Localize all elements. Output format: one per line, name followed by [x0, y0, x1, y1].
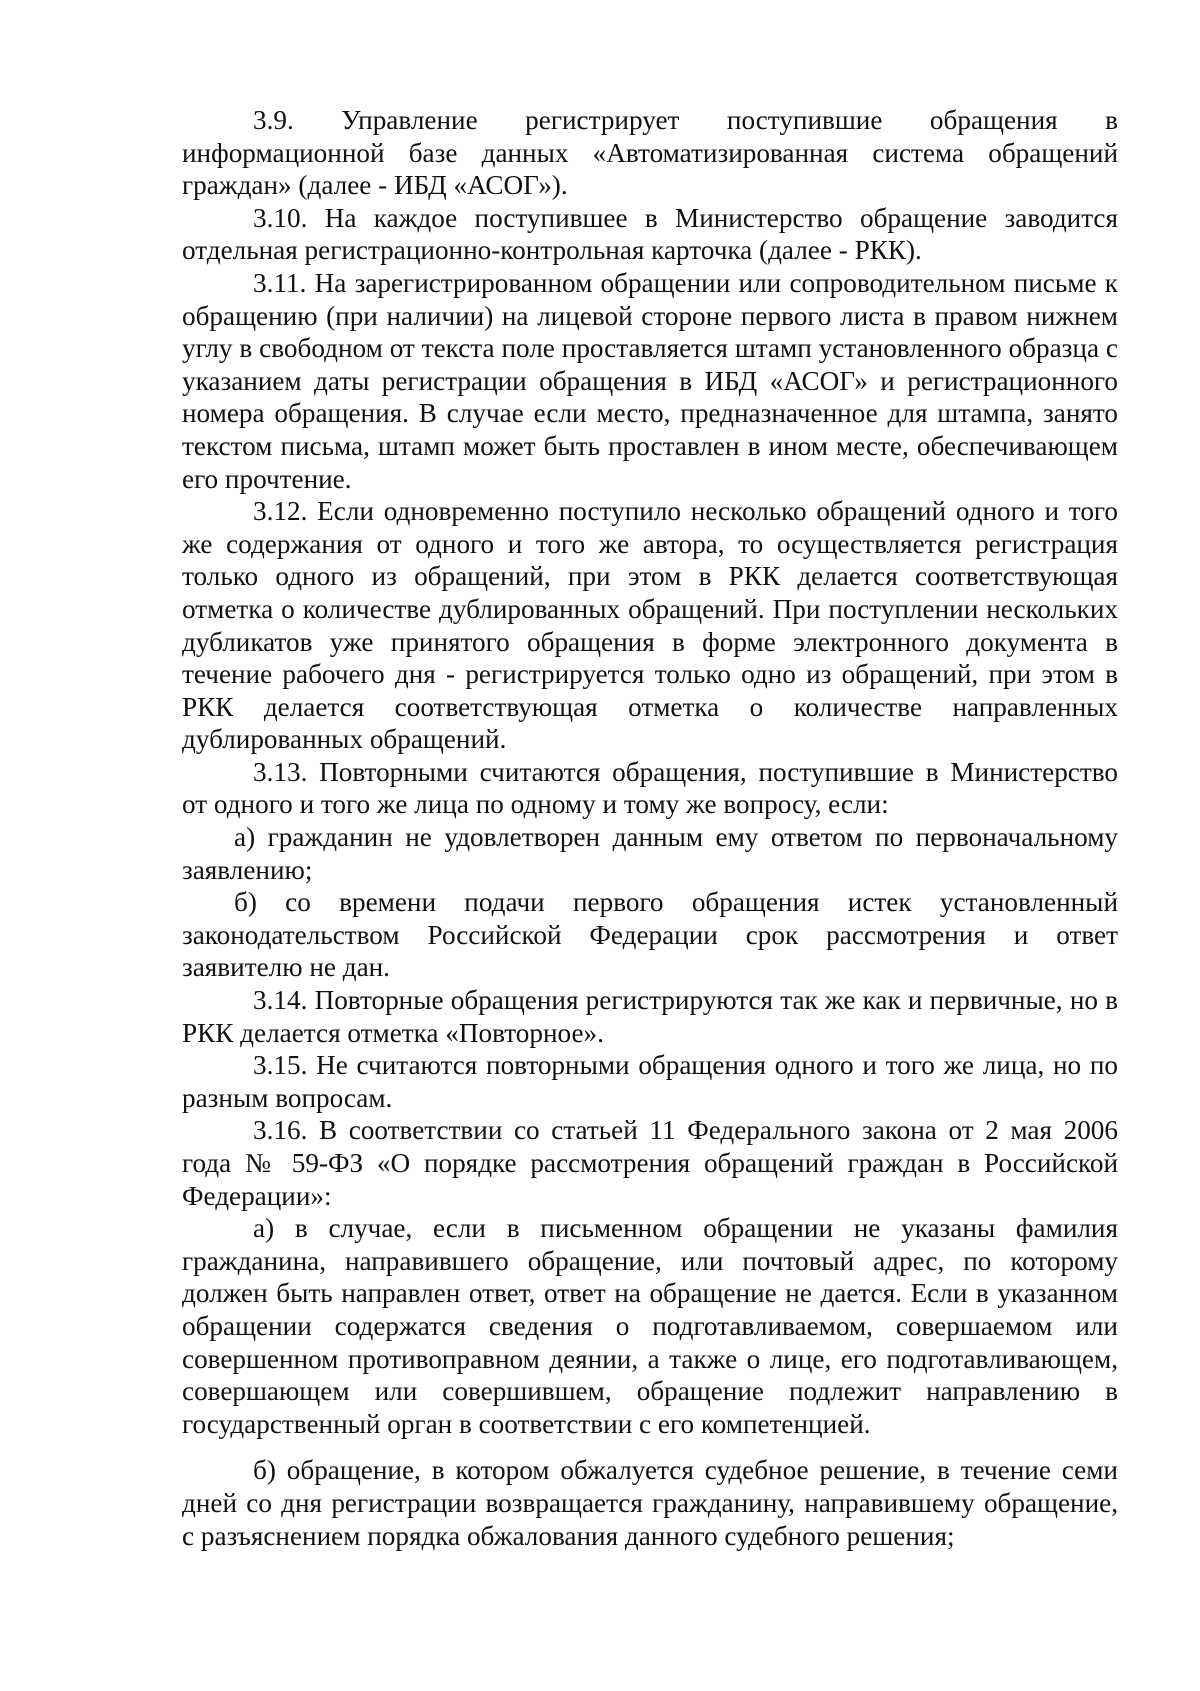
paragraph-3-9: 3.9. Управление регистрирует поступившие обращения в информационной базе данных «Автоматизированная система обращений граждан» (далее - ИБД «АСОГ»). — [182, 105, 1118, 201]
paragraph-3-11: 3.11. На зарегистрированном обращении или сопроводительном письме к обращению (при наличии) на лицевой стороне первого листа в правом нижнем углу в свободном от текста поле проставляется штамп установленного образца с указанием даты регистрации обращения в ИБД «АСОГ» и регистрационного номера обращения. В случае если место, предназначенное для штампа, занято текстом письма, штамп может быть проставлен в ином месте, обеспечивающем его прочтение. — [182, 267, 1118, 494]
paragraph-3-13-a: а) гражданин не удовлетворен данным ему ответом по первоначальному заявлению; — [182, 822, 1118, 885]
paragraph-3-16-a: а) в случае, если в письменном обращении не указаны фамилия гражданина, направившего обращение, или почтовый адрес, по которому должен быть направлен ответ, ответ на обращение не дается. Если в указанном обращении содержатся сведения о подготавливаемом, совершаемом или совершенном противоправном деянии, а также о лице, его подготавливающем, совершающем или совершившем, обращение подлежит направлению в государственный орган в соответствии с его компетенцией. — [182, 1213, 1118, 1439]
paragraph-3-15: 3.15. Не считаются повторными обращения одного и того же лица, но по разным вопросам. — [182, 1050, 1118, 1113]
document-body — [182, 104, 1118, 1552]
paragraph-3-16-b: б) обращение, в котором обжалуется судебное решение, в течение семи дней со дня регистрации возвращается гражданину, направившему обращение, с разъяснением порядка обжалования данного судебного решения; — [182, 1455, 1118, 1551]
paragraph-3-10: 3.10. На каждое поступившее в Министерство обращение заводится отдельная регистрационно-контрольная карточка (далее - РКК). — [182, 202, 1118, 266]
paragraph-3-16: 3.16. В соответствии со статьей 11 Федерального закона от 2 мая 2006 года № 59-ФЗ «О порядке рассмотрения обращений граждан в Российской Федерации»: — [182, 1115, 1118, 1211]
paragraph-3-13: 3.13. Повторными считаются обращения, поступившие в Министерство от одного и того же лица по одному и тому же вопросу, если: — [182, 756, 1118, 820]
paragraph-3-13-b: б) со времени подачи первого обращения истек установленный законодательством Российской Федерации срок рассмотрения и ответ заявителю не дан. — [182, 887, 1118, 983]
paragraph-3-12: 3.12. Если одновременно поступило несколько обращений одного и того же содержания от одного и того же автора, то осуществляется регистрация только одного из обращений, при этом в РКК делается соответствующая отметка о количестве дублированных обращений. При поступлении нескольких дубликатов уже принятого обращения в форме электронного документа в течение рабочего дня - регистрируется только одно из обращений, при этом в РКК делается соответствующая отметка о количестве направленных дублированных обращений. — [182, 496, 1118, 755]
paragraph-3-14: 3.14. Повторные обращения регистрируются так же как и первичные, но в РКК делается отметка «Повторное». — [182, 985, 1118, 1048]
